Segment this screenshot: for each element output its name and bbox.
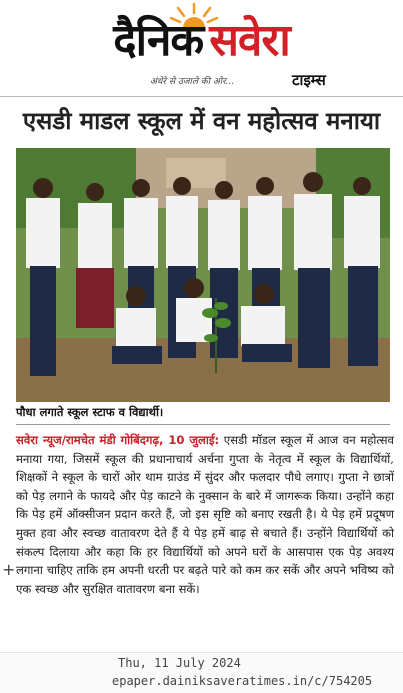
masthead-name-dainik: दैनिक — [113, 15, 204, 66]
article-dateline: सवेरा न्यूज/रामचेत मंडी गोबिंदगढ़, 10 जुलाई: — [16, 433, 220, 447]
footer-url[interactable]: epaper.dainiksaveratimes.in/c/754205 — [112, 674, 373, 688]
article-headline: एसडी माडल स्कूल में वन महोत्सव मनाया — [22, 107, 381, 135]
article-body — [16, 431, 394, 598]
footer-date: Thu, 11 July 2024 — [118, 656, 241, 670]
plus-icon: + — [2, 560, 16, 579]
masthead-tagline: अंधेरे से उजाले की ओर... — [150, 77, 235, 87]
article-photo — [16, 148, 390, 402]
divider — [0, 96, 403, 97]
masthead — [0, 0, 403, 96]
masthead-title — [0, 8, 403, 68]
divider — [16, 424, 390, 425]
masthead-name-savera: सवेरा — [209, 15, 290, 66]
photo-caption: पौधा लगाते स्कूल स्टाफ व विद्यार्थी। — [16, 405, 164, 419]
masthead-suffix: टाइम्स — [292, 71, 326, 89]
article-body-text: एसडी मॉडल स्कूल में आज वन महोत्सव मनाया गया, जिसमें स्कूल की प्रधानाचार्य अर्चना गुप्ता के नेतृत्व में स्कूल के विद्यार्थियों, शिक्षकों ने स्कूल के चारों ओर थाम ग्राउंड में सुंदर और फलदार पौधे लगाए। गुप्ता ने छात्रों को पेड़ लगाने के फायदे और पेड़ काटने के नुक्सान के बारे में जागरूक किया। उन्होंने कहा कि पेड़ हमें ऑक्सीजन प्रदान करते हैं, जो इस सृष्टि को बनाए रखती है। ये पेड़ हमें प्रदूषण मुक्त हवा और स्वच्छ वातावरण देते हैं ये पेड़ हमें बाढ़ से बचाते हैं। उन्होंने विद्यार्थियों को संकल्प दिलाया और कहा कि हर विद्यार्थियों को अपने घरों के आसपास एक पेड़ अवश्य लगाना चाहिए ताकि हम अपनी धरती पर बढ़ते पारे को कम कर सकें और अपने भविष्य को एक स्वच्छ और सुरक्षित वातावरण बना सकें। — [16, 433, 394, 596]
